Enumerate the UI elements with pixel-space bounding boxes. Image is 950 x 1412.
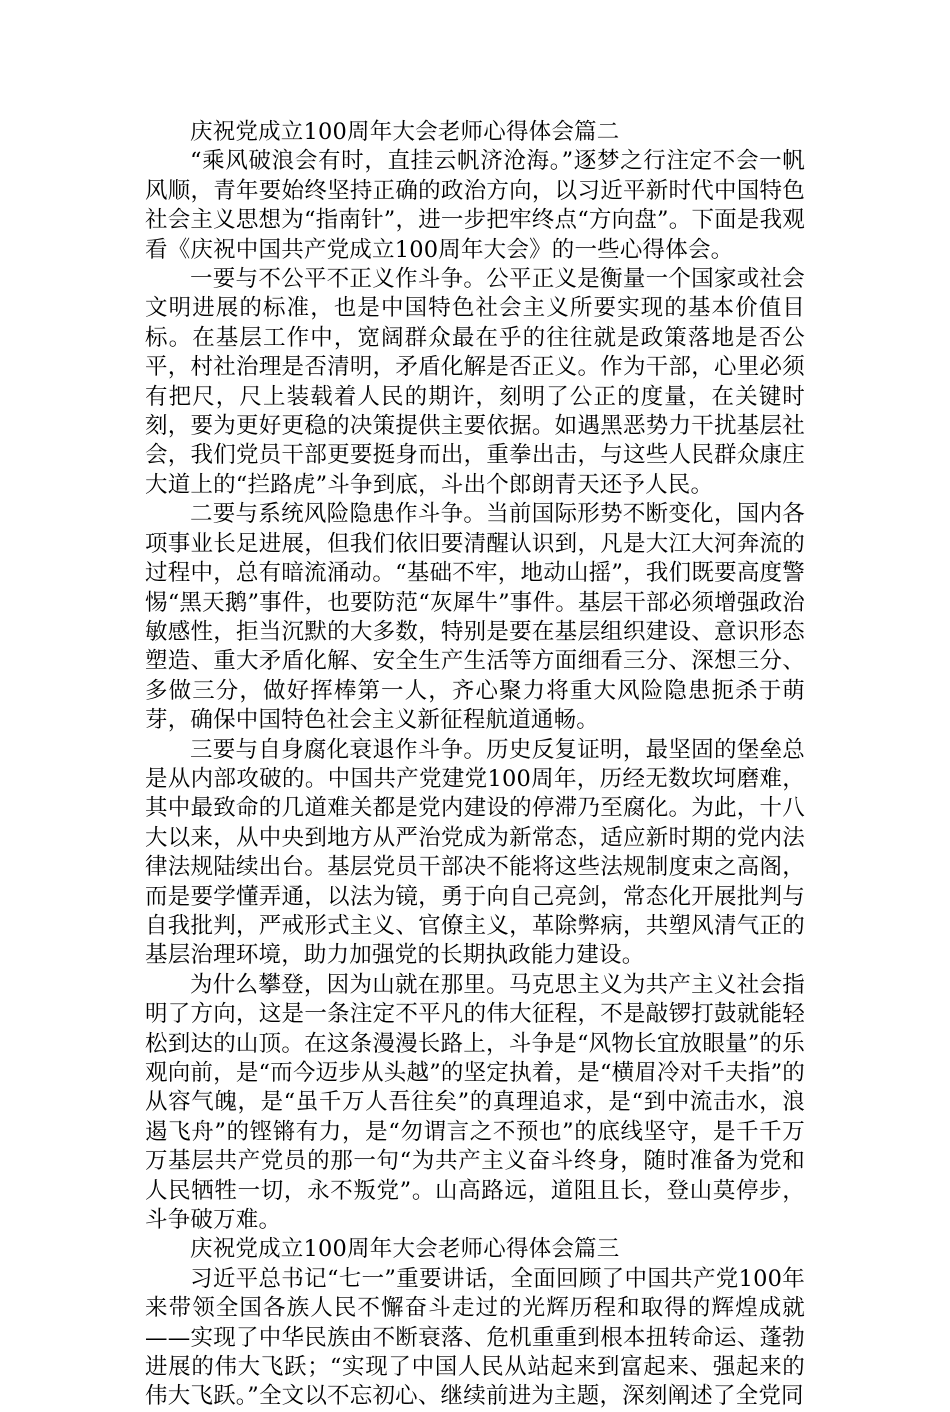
paragraph-point-three: 三要与自身腐化衰退作斗争。历史反复证明，最坚固的堡垒总是从内部攻破的。中国共产党建党100周年，历经无数坎坷磨难，其中最致命的几道难关都是党内建设的停滞乃至腐化。为此，十八大以来，从中央到地方从严治党成为新常态，适应新时期的党内法律法规陆续出台。基层党员干部决不能将这些法规制度束之高阁，而是要学懂弄通，以法为镜，勇于向自己亮剑，常态化开展批判与自我批判，严戒形式主义、官僚主义，革除弊病，共塑风清气正的基层治理环境，助力加强党的长期执政能力建设。 [145,736,805,969]
paragraph-point-one: 一要与不公平不正义作斗争。公平正义是衡量一个国家或社会文明进展的标准，也是中国特色社会主义所要实现的基本价值目标。在基层工作中，宽阔群众最在乎的往往就是政策落地是否公平，村社治理是否清明，矛盾化解是否正义。作为干部，心里必须有把尺，尺上装载着人民的期许，刻明了公正的度量，在关键时刻，要为更好更稳的决策提供主要依据。如遇黑恶势力干扰基层社会，我们党员干部更要挺身而出，重拳出击，与这些人民群众康庄大道上的“拦路虎”斗争到底，斗出个郎朗青天还予人民。 [145,266,805,498]
section-heading: 庆祝党成立100周年大会老师心得体会篇二 [190,119,620,145]
section-heading: 庆祝党成立100周年大会老师心得体会篇三 [190,1236,620,1263]
paragraph-conclusion: 为什么攀登，因为山就在那里。马克思主义为共产主义社会指明了方向，这是一条注定不平凡的伟大征程，不是敲锣打鼓就能轻松到达的山顶。在这条漫漫长路上，斗争是“风物长宜放眼量”的乐观向前，是“而今迈步从头越”的坚定执着，是“横眉冷对千夫指”的从容气魄，是“虽千万人吾往矣”的真理追求，是“到中流击水，浪遏飞舟”的铿锵有力，是“勿谓言之不预也”的底线坚守，是千千万万基层共产党员的那一句“为共产主义奋斗终身，随时准备为党和人民牺牲一切，永不叛党”。山高路远，道阻且长，登山莫停步，斗争破万难。 [145,971,805,1234]
document-page [145,118,805,1412]
paragraph-intro: “乘风破浪会有时，直挂云帆济沧海。”逐梦之行注定不会一帆风顺，青年要始终坚持正确的政治方向，以习近平新时代中国特色社会主义思想为“指南针”，进一步把牢终点“方向盘”。下面是我观看《庆祝中国共产党成立100周年大会》的一些心得体会。 [145,148,805,263]
paragraph-point-two: 二要与系统风险隐患作斗争。当前国际形势不断变化，国内各项事业长足进展，但我们依旧要清醒认识到，凡是大江大河奔流的过程中，总有暗流涌动。“基础不牢，地动山摇”，我们既要高度警惕“黑天鹅”事件，也要防范“灰犀牛”事件。基层干部必须增强政治敏感性，拒当沉默的大多数，特别是要在基层组织建设、意识形态塑造、重大矛盾化解、安全生产生活等方面细看三分、深想三分、多做三分，做好挥棒第一人，齐心聚力将重大风险隐患扼杀于萌芽，确保中国特色社会主义新征程航道通畅。 [145,501,805,734]
paragraph-opening: 习近平总书记“七一”重要讲话，全面回顾了中国共产党100年来带领全国各族人民不懈奋斗走过的光辉历程和取得的辉煌成就——实现了中华民族由不断衰落、危机重重到根本扭转命运、蓬勃进展的伟大飞跃；“实现了中国人民从站起来到富起来、强起来的伟大飞跃。”全文以不忘初心、继续前进为主题，深刻阐述了全党同 [145,1265,805,1410]
